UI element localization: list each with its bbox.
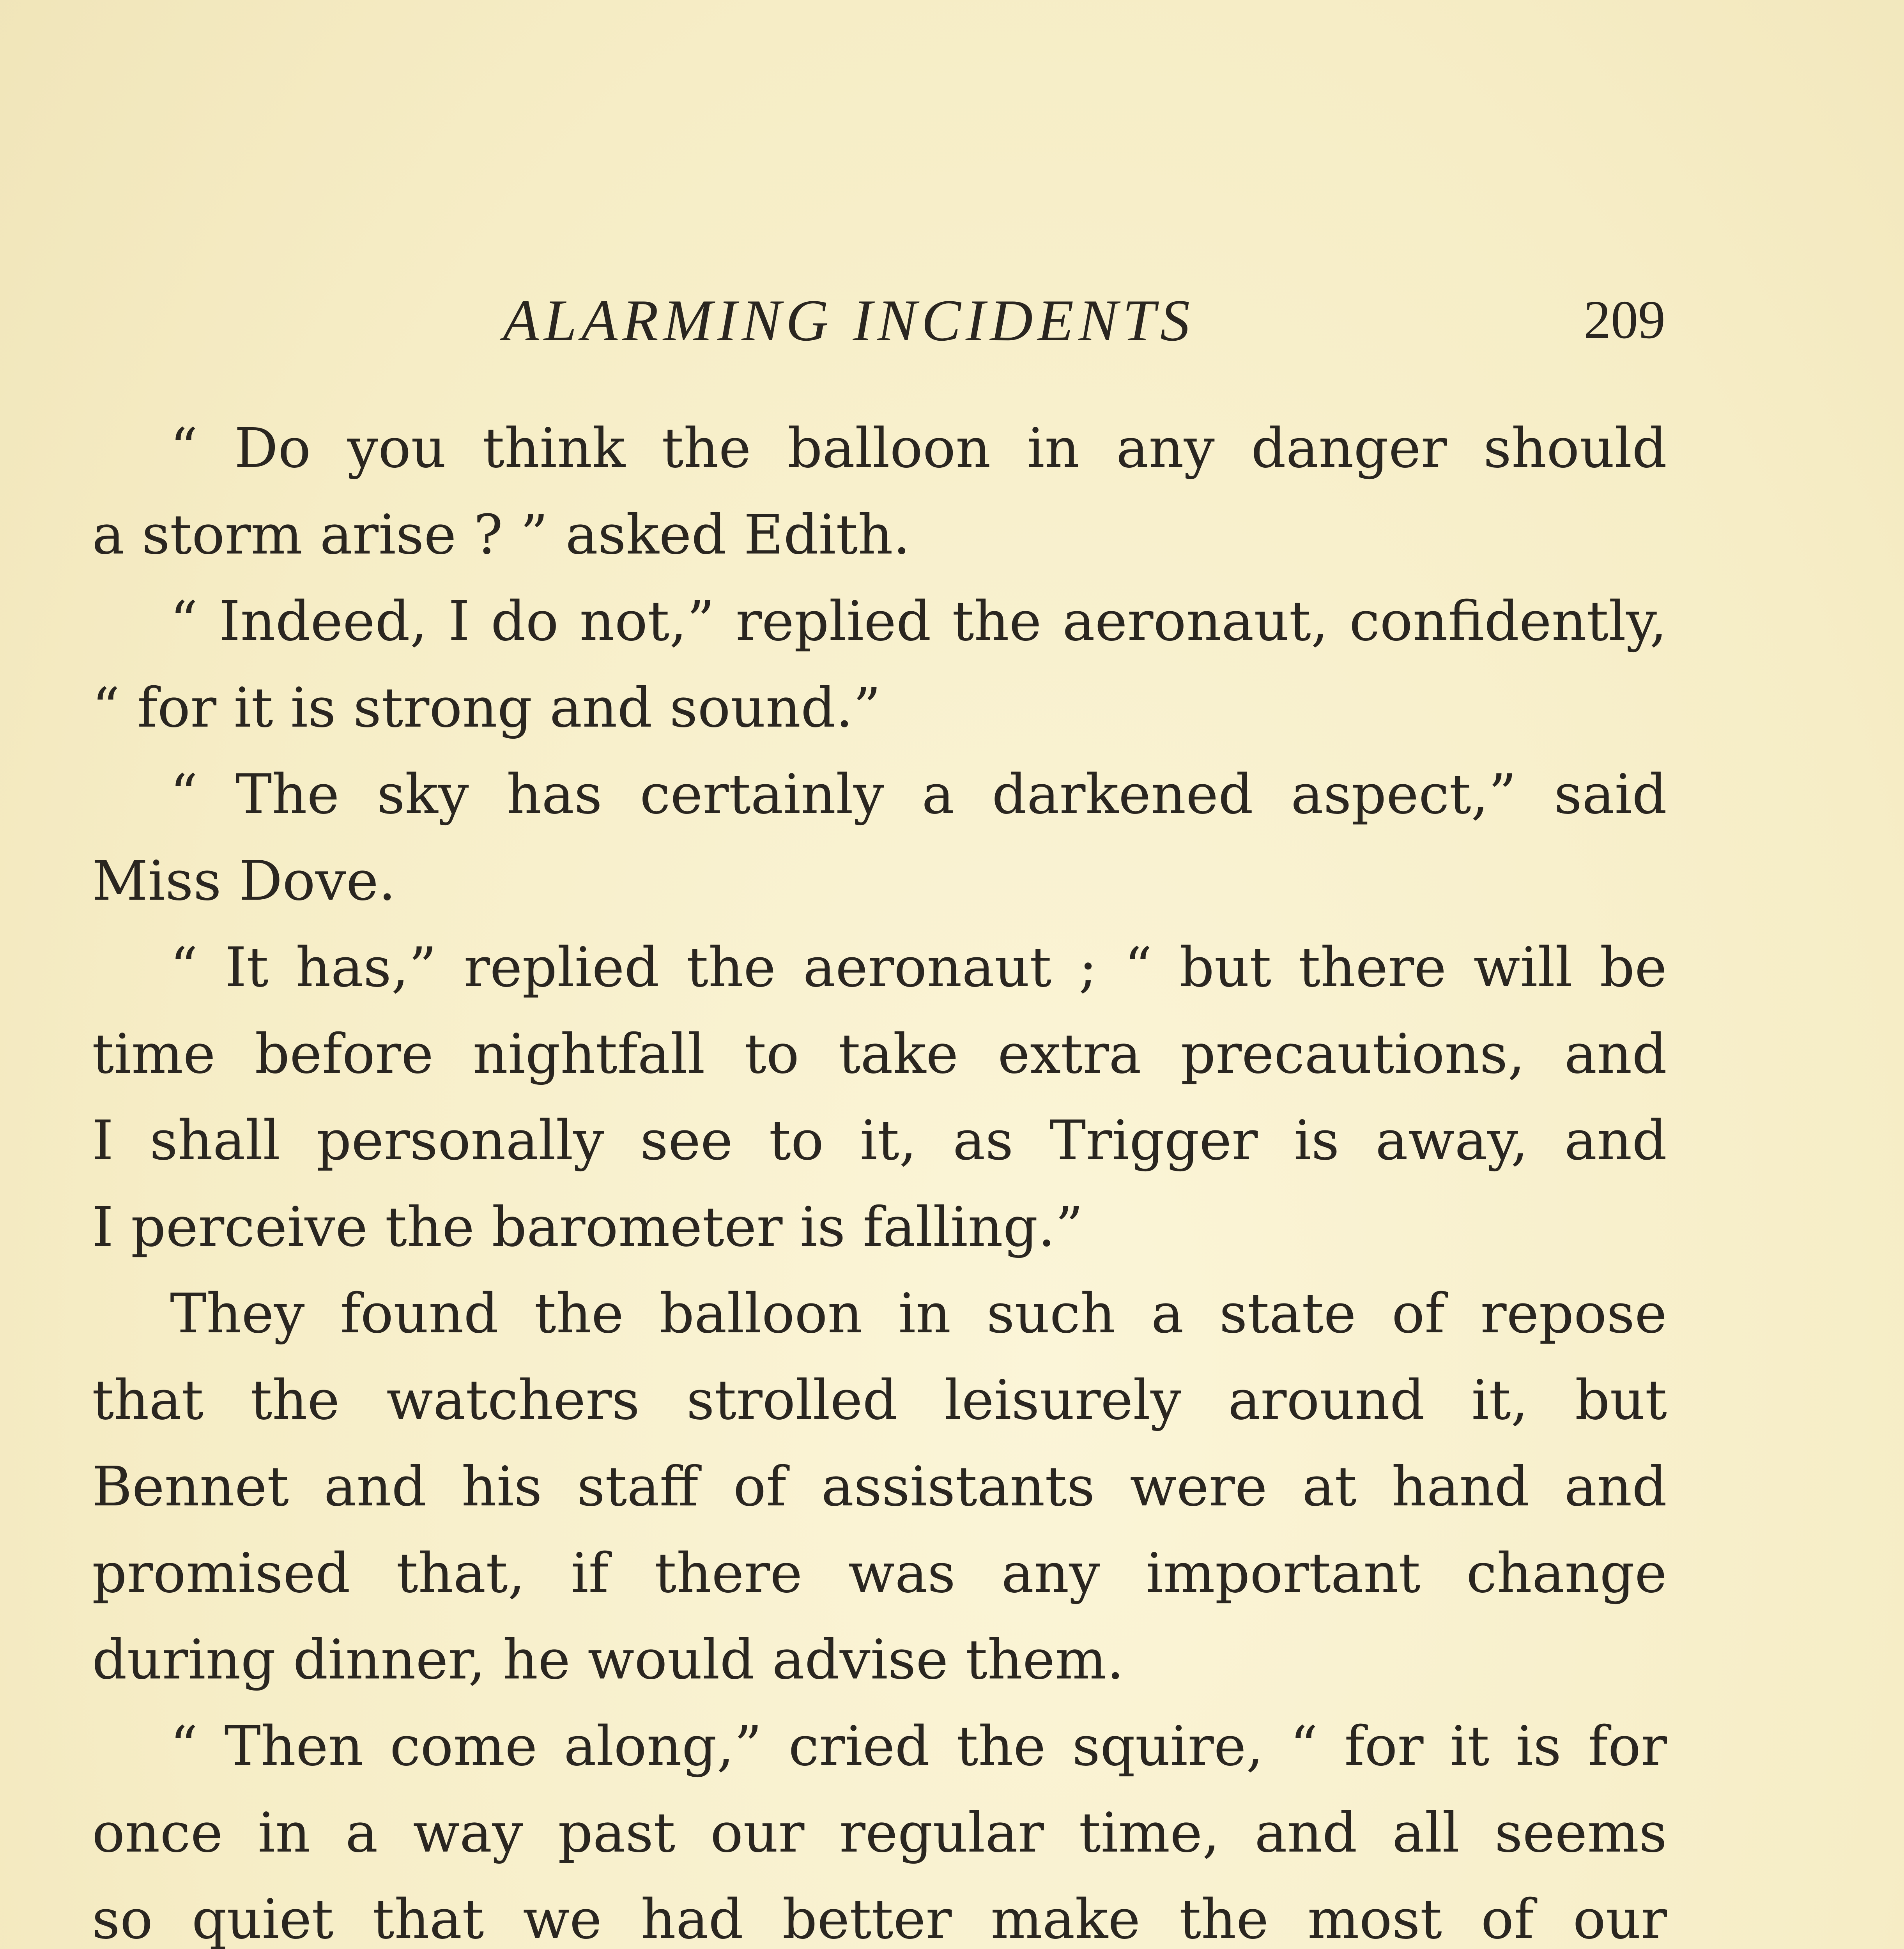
text-line: during dinner, he would advise them.	[92, 1628, 1124, 1692]
text-line: “ Indeed, I do not,” replied the aeronaut, confidently,	[170, 590, 1667, 653]
text-line: once in a way past our regular time, and all seems	[92, 1801, 1667, 1865]
text-line: so quiet that we had better make the most of our	[92, 1888, 1667, 1949]
page-number: 209	[1584, 290, 1665, 350]
text-line: that the watchers strolled leisurely around it, but	[92, 1369, 1667, 1432]
text-line: I perceive the barometer is falling.”	[92, 1196, 1083, 1259]
body-text	[92, 405, 1667, 1949]
text-line: “ for it is strong and sound.”	[92, 676, 881, 740]
text-line: a storm arise ? ” asked Edith.	[92, 503, 911, 567]
running-head: ALARMING INCIDENTS	[503, 288, 1194, 353]
text-line: “ It has,” replied the aeronaut ; “ but there will be	[170, 936, 1667, 999]
text-line: “ Do you think the balloon in any danger should	[170, 417, 1667, 480]
text-line: time before nightfall to take extra precautions, and	[92, 1022, 1667, 1086]
text-line: “ Then come along,” cried the squire, “ for it is for	[170, 1715, 1667, 1778]
text-line: Bennet and his staff of assistants were at hand and	[92, 1455, 1667, 1519]
text-line: promised that, if there was any important change	[92, 1542, 1667, 1605]
text-line: I shall personally see to it, as Trigger is away, and	[92, 1109, 1667, 1173]
text-line: “ The sky has certainly a darkened aspect,” said	[170, 763, 1667, 826]
text-line: Miss Dove.	[92, 849, 396, 913]
text-line: They found the balloon in such a state of repose	[170, 1282, 1667, 1346]
